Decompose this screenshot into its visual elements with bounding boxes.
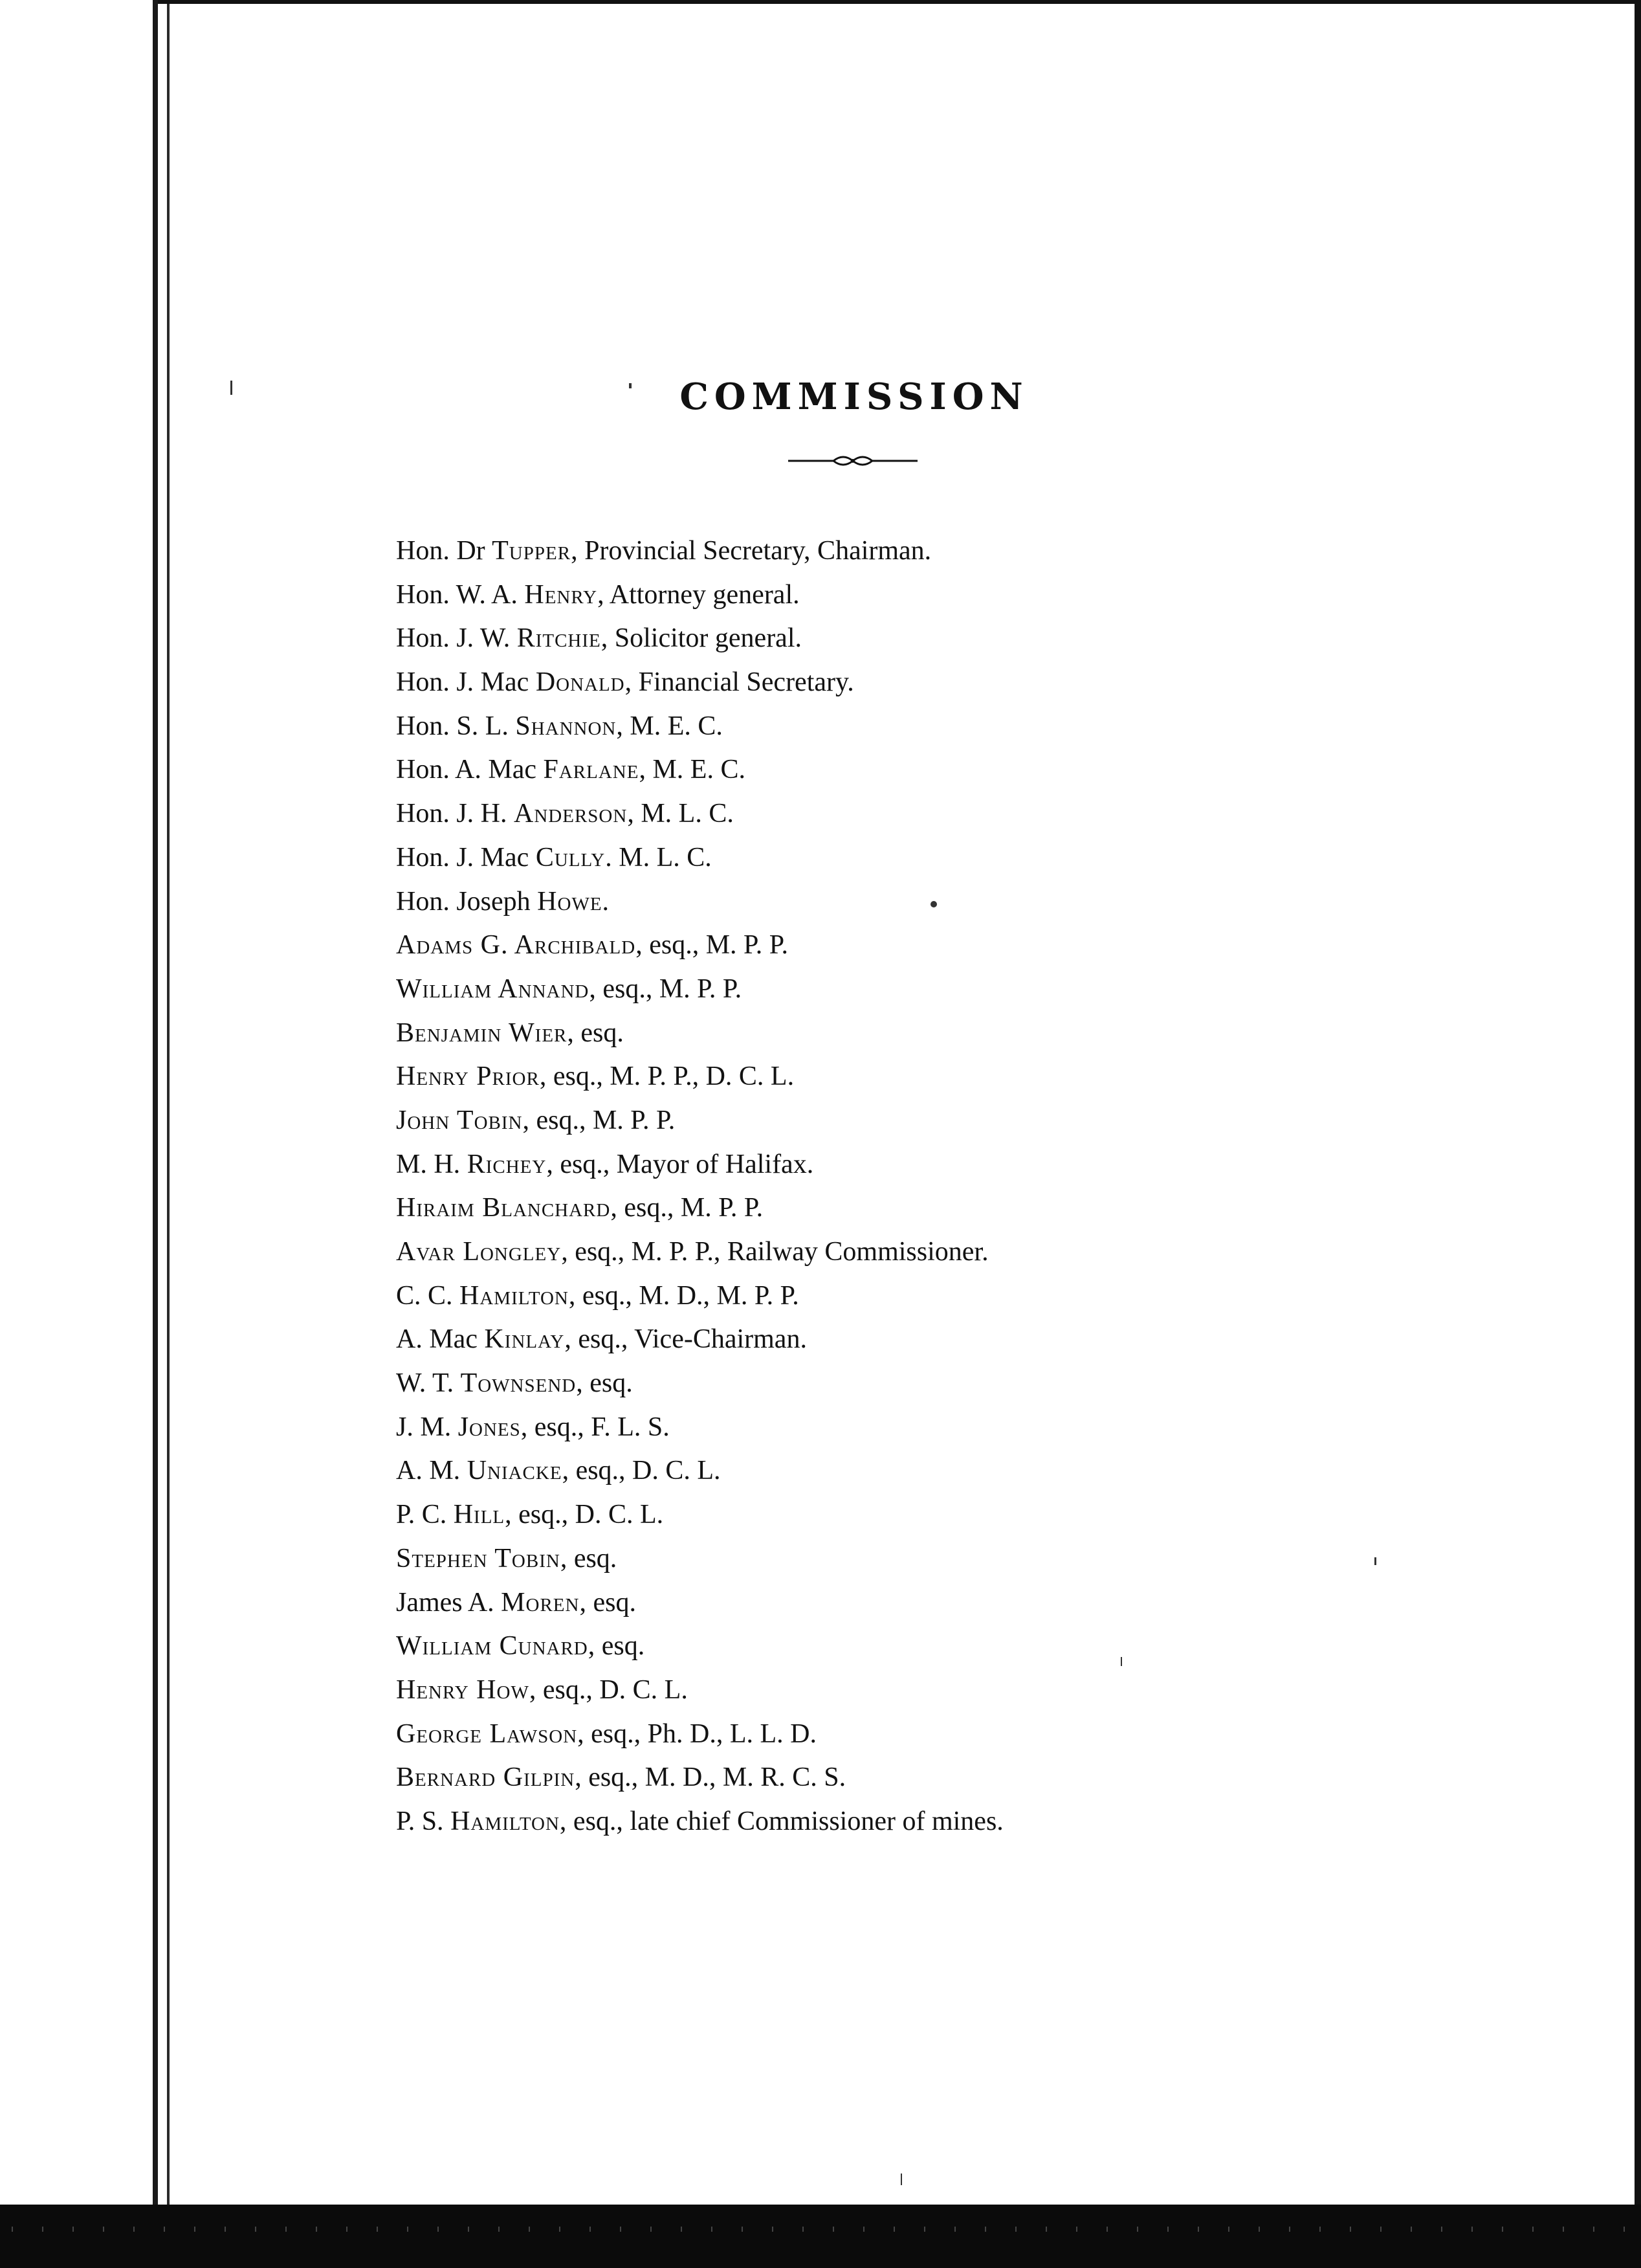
member-title: , M. L. C. [627,799,734,829]
member-surname: Henry Prior [396,1062,540,1092]
member-title: . [602,886,610,917]
member-surname: George Lawson [396,1718,578,1749]
member-prefix: P. C. [396,1500,454,1530]
binding-edge-line [153,0,158,2211]
list-item [396,1537,1367,1581]
list-item [396,1800,1367,1844]
list-item [396,1055,1367,1099]
list-item [396,1493,1367,1537]
member-surname: Jones [457,1412,521,1442]
member-prefix: W. T. [396,1368,461,1399]
member-surname: Hill [453,1500,505,1530]
binding-edge-line-inner [167,0,170,2211]
member-prefix: Hon. J. Mac [396,667,536,698]
member-title: , Solicitor general. [600,623,802,654]
member-surname: Uniacke [467,1456,562,1486]
member-prefix: Hon. J. H. [396,799,514,829]
list-item [396,1012,1367,1056]
member-prefix: Hon. J. W. [396,623,517,654]
member-surname: Bernard Gilpin [396,1762,575,1793]
member-prefix: A. M. [396,1456,467,1486]
member-title: , esq., D. C. L. [505,1500,664,1530]
page-top-edge [158,0,1641,4]
member-title: , esq., M. P. P. [635,930,788,961]
list-item [396,1581,1367,1625]
page-right-edge [1635,0,1641,2211]
member-title: , Financial Secretary. [624,667,854,698]
member-surname: Hiraim Blanchard [396,1193,611,1223]
stray-mark [901,2174,902,2185]
list-item [396,1713,1367,1757]
list-item [396,573,1367,617]
member-title: , esq., Ph. D., L. L. D. [577,1718,817,1749]
list-item [396,1669,1367,1713]
member-title: , esq., M. P. P., D. C. L. [539,1062,795,1092]
member-title: , esq., M. P. P. [589,973,742,1004]
member-surname: Cully [535,842,606,873]
list-item [396,1362,1367,1406]
member-title: , esq., D. C. L. [529,1674,688,1705]
commission-member-list [396,529,1367,1844]
member-prefix: A. Mac [396,1324,485,1355]
member-surname: Donald [535,667,625,698]
list-item [396,661,1367,705]
list-item [396,968,1367,1012]
list-item [396,924,1367,968]
member-surname: Ritchie [516,623,601,654]
member-title: , esq., M. D., M. R. C. S. [575,1762,846,1793]
member-title: , esq. [576,1368,633,1399]
member-surname: Moren [501,1587,580,1618]
list-item [396,1449,1367,1493]
member-prefix: Hon. Joseph [396,886,538,917]
member-title: , Attorney general. [597,579,800,610]
list-item [396,1756,1367,1800]
list-item [396,617,1367,661]
member-surname: Benjamin Wier [396,1017,567,1048]
member-title: , esq. [588,1631,645,1662]
list-item [396,880,1367,924]
member-surname: Stephen Tobin [396,1543,560,1573]
member-title: , esq., Mayor of Halifax. [546,1149,814,1179]
member-surname: Anderson [514,799,628,829]
member-title: , esq. [560,1543,617,1573]
member-surname: Shannon [515,711,617,741]
member-surname: Henry How [396,1674,529,1705]
list-item [396,1406,1367,1450]
member-surname: John Tobin [396,1105,523,1135]
scan-noise [0,2227,1641,2232]
member-surname: Howe [537,886,602,917]
list-item [396,705,1367,749]
member-surname: Avar Longley [396,1237,562,1267]
member-surname: Adams G. Archibald [396,930,636,961]
member-title: , M. E. C. [616,711,723,741]
member-title: , esq., M. P. P. [610,1193,764,1223]
member-title: , esq., F. L. S. [520,1412,670,1442]
member-prefix: J. M. [396,1412,458,1442]
member-title: , esq. [579,1587,636,1618]
member-title: . M. L. C. [605,842,712,873]
list-item [396,1274,1367,1318]
member-surname: Henry [524,579,598,610]
member-title: , esq., D. C. L. [562,1456,721,1486]
member-prefix: Hon. S. L. [396,711,516,741]
member-title: , M. E. C. [639,755,745,785]
page-title: COMMISSION [679,375,1029,418]
list-item [396,1318,1367,1362]
member-title: , esq., M. P. P. [522,1105,676,1135]
stray-mark [1374,1557,1376,1565]
page-bottom-edge [0,2205,1641,2268]
list-item [396,836,1367,880]
list-item [396,748,1367,792]
member-title: , esq. [567,1017,624,1048]
list-item [396,529,1367,573]
member-title: , esq., Vice-Chairman. [564,1324,807,1355]
member-title: , Provincial Secretary, Chairman. [571,536,932,566]
member-surname: Richey [467,1149,547,1179]
member-surname: Townsend [460,1368,577,1399]
member-surname: Hamilton [450,1806,560,1836]
member-title: , esq., M. P. P., Railway Commissioner. [561,1237,989,1267]
member-title: , esq., late chief Commissioner of mines. [559,1806,1004,1836]
list-item [396,1230,1367,1274]
member-title: , esq., M. D., M. P. P. [568,1280,799,1311]
member-surname: William Annand [396,973,589,1004]
member-prefix: Hon. Dr [396,536,492,566]
member-prefix: P. S. [396,1806,451,1836]
list-item [396,1099,1367,1143]
list-item [396,1143,1367,1187]
member-prefix: Hon. W. A. [396,579,525,610]
member-prefix: C. C. [396,1280,460,1311]
scan-margin [0,0,153,2268]
ornament-divider-icon [788,453,918,469]
member-surname: William Cunard [396,1631,588,1662]
list-item [396,1625,1367,1669]
member-prefix: Hon. A. Mac [396,755,544,785]
member-prefix: M. H. [396,1149,467,1179]
member-surname: Kinlay [484,1324,565,1355]
list-item [396,792,1367,836]
member-prefix: James A. [396,1587,501,1618]
list-item [396,1186,1367,1230]
member-prefix: Hon. J. Mac [396,842,536,873]
member-surname: Hamilton [459,1280,569,1311]
member-surname: Tupper [492,536,571,566]
member-surname: Farlane [543,755,639,785]
